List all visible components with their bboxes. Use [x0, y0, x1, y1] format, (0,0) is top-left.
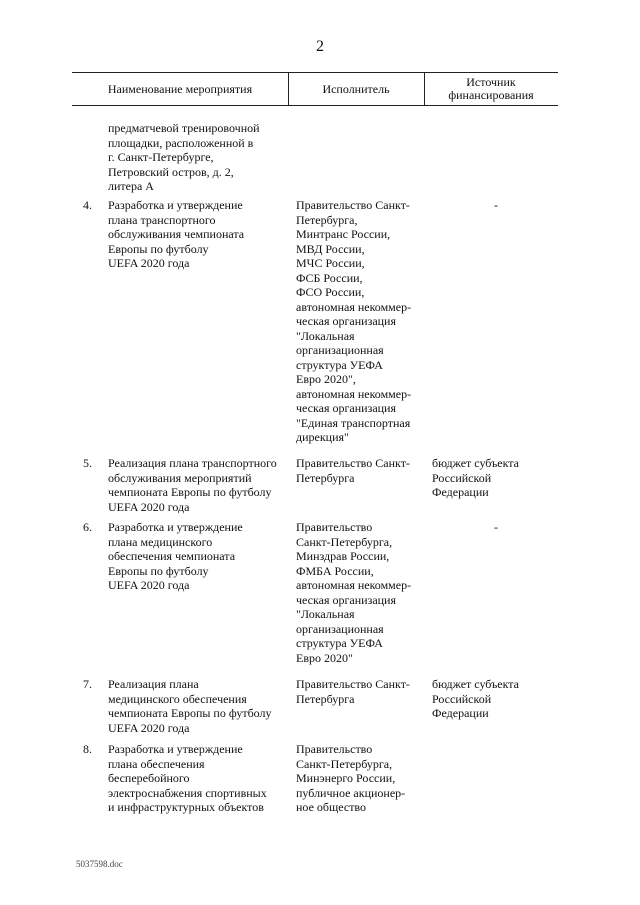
row-8-executor: Правительство Санкт-Петербурга, Минэнерго России, публичное акционер- ное общество: [296, 742, 406, 814]
row-7-num: 7.: [83, 677, 92, 691]
header-executor: Исполнитель: [288, 73, 425, 105]
header-name: Наименование мероприятия: [72, 73, 289, 105]
row-5-num: 5.: [83, 456, 92, 470]
page-number: 2: [316, 38, 324, 55]
row-4-name: Разработка и утверждение плана транспортного обслуживания чемпионата Европы по футболу UEFA 2020 года: [108, 198, 245, 270]
row-4-funding: -: [494, 198, 498, 212]
row-4-num: 4.: [83, 198, 92, 212]
row-8-num: 8.: [83, 742, 92, 756]
table-header: [72, 72, 558, 106]
row-7-name: Реализация плана медицинского обеспечения чемпионата Европы по футболу UEFA 2020 года: [108, 677, 272, 735]
row-6-name: Разработка и утверждение плана медицинского обеспечения чемпионата Европы по футболу UEFA 2020 года: [108, 520, 243, 592]
row-6-num: 6.: [83, 520, 92, 534]
row-4-executor: Правительство Санкт- Петербурга, Минтранс России, МВД России, МЧС России, ФСБ России, ФСО России, автономная некоммер- ческая организация "Локальная организационная структура УЕФА Евро 2020", автономная некоммер- ческая организация "Единая транспортная дирекция": [296, 198, 412, 444]
row-5-executor: Правительство Санкт- Петербурга: [296, 456, 410, 485]
row-5-name: Реализация плана транспортного обслуживания мероприятий чемпионата Европы по футболу UEFA 2020 года: [108, 456, 277, 514]
row-8-name: Разработка и утверждение плана обеспечения бесперебойного электроснабжения спортивных и инфраструктурных объектов: [108, 742, 267, 814]
file-name-footer: 5037598.doc: [76, 859, 123, 869]
continuation-text: предматчевой тренировочной площадки, расположенной в г. Санкт-Петербурге, Петровский остров, д. 2, литера А: [108, 121, 260, 193]
header-funding: Источник финансирования: [448, 75, 534, 102]
row-6-funding: -: [494, 520, 498, 534]
row-7-funding: бюджет субъекта Российской Федерации: [432, 677, 520, 720]
row-6-executor: Правительство Санкт-Петербурга, Минздрав России, ФМБА России, автономная некоммер- ческая организация "Локальная организационная структура УЕФА Евро 2020": [296, 520, 412, 665]
row-7-executor: Правительство Санкт- Петербурга: [296, 677, 410, 706]
row-5-funding: бюджет субъекта Российской Федерации: [432, 456, 520, 499]
